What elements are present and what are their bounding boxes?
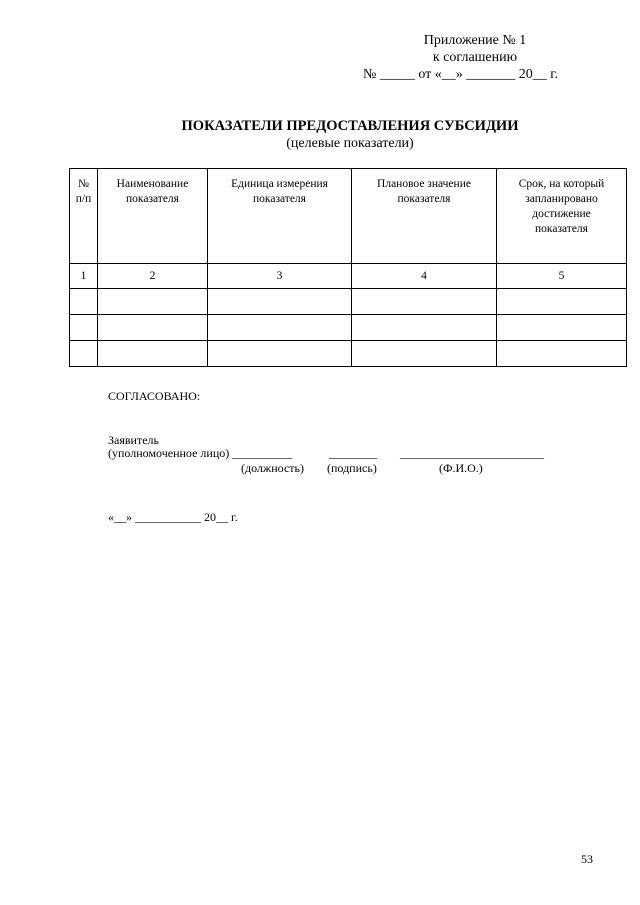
header-cell-planned-value: [352, 169, 497, 264]
table-cell: [98, 341, 208, 367]
header-text: Плановое значение: [377, 178, 471, 190]
appendix-header: [360, 32, 590, 83]
table-row: [70, 341, 627, 367]
table-cell: [208, 289, 352, 315]
table-cell: [70, 289, 98, 315]
table-cell: [98, 289, 208, 315]
table-cell: [208, 315, 352, 341]
applicant-label: Заявитель: [108, 433, 159, 447]
appendix-line: Приложение № 1: [423, 33, 527, 48]
header-text: Срок, на который: [518, 178, 605, 190]
page-number: 53: [581, 852, 593, 866]
indicators-table: [69, 168, 627, 367]
header-text: запланировано: [525, 193, 598, 205]
column-number-cell: 4: [352, 264, 497, 289]
signature-blank: ________: [329, 446, 377, 460]
header-text: Наименование: [116, 178, 189, 190]
column-number-cell: 3: [208, 264, 352, 289]
column-number-cell: 2: [98, 264, 208, 289]
table-header-row: [70, 169, 627, 264]
column-number-cell: 5: [497, 264, 627, 289]
signature-caption: (подпись): [327, 461, 377, 475]
table-cell: [70, 315, 98, 341]
table-cell: [98, 315, 208, 341]
table-cell: [352, 341, 497, 367]
appendix-number-line: № _____ от «__» _______ 20__ г.: [363, 67, 558, 82]
authorized-person-line: (уполномоченное лицо) __________: [108, 446, 293, 460]
header-text: показателя: [253, 193, 306, 205]
document-subtitle: (целевые показатели): [286, 136, 414, 151]
table-cell: [497, 315, 627, 341]
table-cell: [70, 341, 98, 367]
table-cell: [497, 289, 627, 315]
position-caption: (должность): [241, 461, 304, 475]
column-number-cell: 1: [70, 264, 98, 289]
name-blank: ________________________: [400, 446, 544, 460]
header-text: показателя: [535, 223, 588, 235]
appendix-agreement-line: к соглашению: [432, 50, 518, 65]
date-line: «__» ___________ 20__ г.: [108, 510, 238, 524]
column-number-row: [70, 264, 627, 289]
agreed-label: СОГЛАСОВАНО:: [108, 389, 201, 403]
name-caption: (Ф.И.О.): [439, 461, 483, 475]
header-cell-name: [98, 169, 208, 264]
table-row: [70, 315, 627, 341]
table-cell: [352, 289, 497, 315]
header-text: показателя: [397, 193, 451, 205]
header-cell-number: [70, 169, 98, 264]
header-cell-unit: [208, 169, 352, 264]
applicant-block: [108, 433, 159, 447]
table-cell: [497, 341, 627, 367]
table-cell: [352, 315, 497, 341]
table-cell: [208, 341, 352, 367]
table-row: [70, 289, 627, 315]
header-text: достижение: [532, 208, 591, 220]
header-text: Единица измерения: [231, 178, 328, 190]
header-text: п/п: [75, 193, 92, 205]
document-title: ПОКАЗАТЕЛИ ПРЕДОСТАВЛЕНИЯ СУБСИДИИ: [181, 118, 519, 134]
header-cell-deadline: [497, 169, 627, 264]
header-text: показателя: [126, 193, 179, 205]
header-text: №: [78, 178, 89, 190]
